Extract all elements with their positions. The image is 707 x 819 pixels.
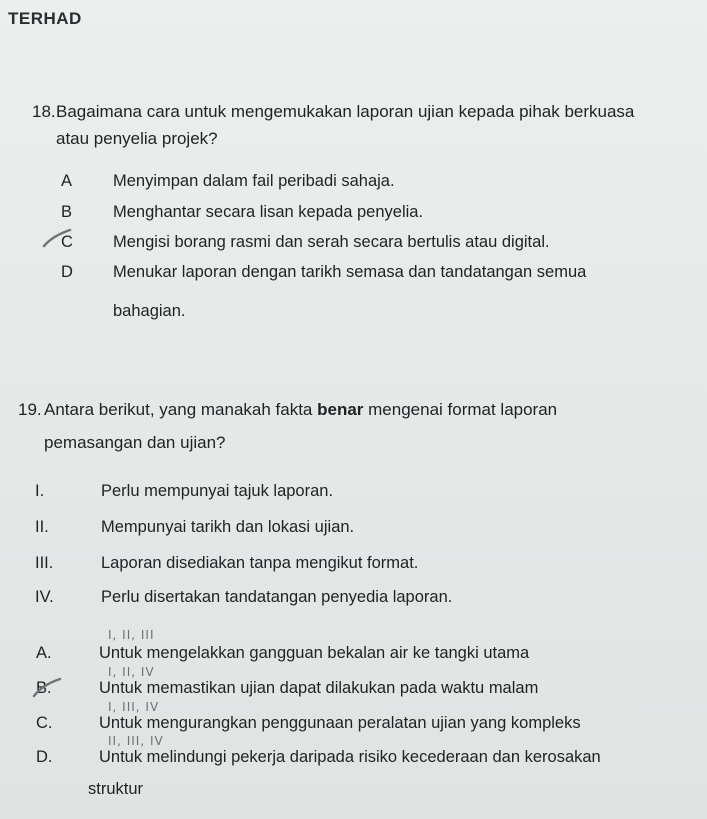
q18-option-c-text: Mengisi borang rasmi dan serah secara bertulis atau digital. [113, 233, 550, 251]
q18-option-a-letter: A [61, 172, 73, 190]
question-19-text-pre: Antara berikut, yang manakah fakta [44, 400, 318, 419]
q18-option-c-letter: C [61, 233, 73, 251]
statement-2-roman: II. [35, 518, 49, 536]
q19-option-d-letter: D. [36, 748, 53, 766]
q19-option-d-line1: Untuk melindungi pekerja daripada risiko kecederaan dan kerosakan [99, 748, 601, 766]
handwritten-note-c: I, III, IV [108, 700, 160, 714]
q18-option-b-letter: B [61, 203, 73, 221]
q19-option-a-letter: A. [36, 644, 52, 662]
q18-option-a-text: Menyimpan dalam fail peribadi sahaja. [113, 172, 395, 190]
q19-option-a-text: Untuk mengelakkan gangguan bekalan air ke tangki utama [99, 644, 530, 662]
statement-4-text: Perlu disertakan tandatangan penyedia laporan. [101, 588, 453, 606]
question-19-text-post: mengenai format laporan [363, 400, 558, 419]
q19-option-d-line2: struktur [88, 780, 144, 798]
statement-1-roman: I. [35, 482, 45, 500]
question-18-line2: atau penyelia projek? [56, 129, 218, 148]
statement-2-text: Mempunyai tarikh dan lokasi ujian. [101, 518, 355, 536]
question-19-number: 19. [18, 400, 42, 419]
question-18-number: 18. [32, 102, 56, 121]
q19-option-b-text: Untuk memastikan ujian dapat dilakukan pada waktu malam [99, 679, 539, 697]
statement-4-roman: IV. [35, 588, 54, 606]
question-19-emphasis: benar [317, 400, 364, 419]
handwritten-note-a: I, II, III [108, 628, 155, 642]
q19-option-c-text: Untuk mengurangkan penggunaan peralatan ujian yang kompleks [99, 714, 581, 732]
statement-3-text: Laporan disediakan tanpa mengikut format. [101, 554, 419, 572]
statement-3-roman: III. [35, 554, 54, 572]
q19-option-b-letter: B. [36, 679, 52, 697]
question-19-line1 [44, 395, 557, 425]
statement-1-text: Perlu mempunyai tajuk laporan. [101, 482, 334, 500]
handwritten-note-d: II, III, IV [108, 734, 164, 748]
question-18-line1: Bagaimana cara untuk mengemukakan laporan ujian kepada pihak berkuasa [56, 102, 635, 121]
handwritten-note-b: I, II, IV [108, 665, 155, 679]
q18-option-d-line2: bahagian. [113, 302, 186, 320]
q18-option-b-text: Menghantar secara lisan kepada penyelia. [113, 203, 424, 221]
question-19-line2: pemasangan dan ujian? [44, 433, 226, 452]
classification-header: TERHAD [8, 9, 82, 28]
q18-option-d-letter: D [61, 263, 73, 281]
q19-option-c-letter: C. [36, 714, 53, 732]
q18-option-d-line1: Menukar laporan dengan tarikh semasa dan tandatangan semua [113, 263, 587, 281]
